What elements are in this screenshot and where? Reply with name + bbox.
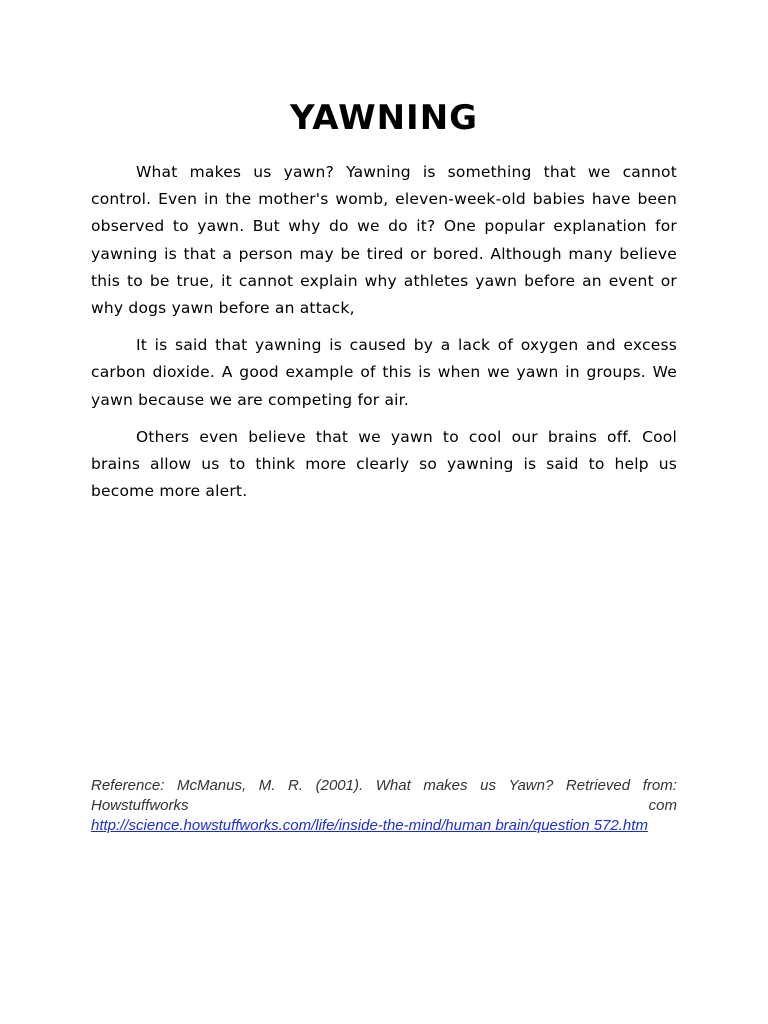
paragraph-3: Others even believe that we yawn to cool our brains off. Cool brains allow us to think more clearly so yawning is said to help us become more alert. [91, 427, 677, 501]
reference-line-3 [91, 816, 677, 836]
reference-word: M. [258, 777, 276, 794]
reference-word: What [375, 777, 411, 794]
reference-word: R. [288, 777, 304, 794]
document-body [91, 159, 677, 515]
paragraph-2: It is said that yawning is caused by a lack of oxygen and excess carbon dioxide. A good example of this is when we yawn in groups. We yawn because we are competing for air. [91, 336, 677, 409]
reference-link[interactable]: http://science.howstuffworks.com/life/inside-the-mind/human brain/question 572.htm [91, 817, 648, 834]
paragraph-1: What makes us yawn? Yawning is something that we cannot control. Even in the mother's womb, eleven-week-old babies have been observed to yawn. But why do we do it? One popular explanation for yawning is that a person may be tired or bored. Although many believe this to be true, it cannot explain why athletes yawn before an event or why dogs yawn before an attack, [91, 163, 677, 318]
reference-source: Howstuffworks [91, 797, 189, 814]
reference-word: Retrieved [565, 777, 631, 794]
reference-word: us [480, 777, 496, 794]
document-title: YAWNING [289, 98, 479, 138]
reference-block [91, 776, 677, 836]
reference-line-2 [91, 796, 677, 816]
reference-source-suffix: com [648, 797, 677, 814]
reference-word: Reference: [91, 777, 165, 794]
reference-word: McManus, [176, 777, 247, 794]
reference-word: makes [423, 777, 468, 794]
reference-word: Yawn? [508, 777, 554, 794]
reference-word: from: [642, 777, 677, 794]
reference-word: (2001). [315, 777, 364, 794]
reference-line-1 [91, 776, 677, 796]
